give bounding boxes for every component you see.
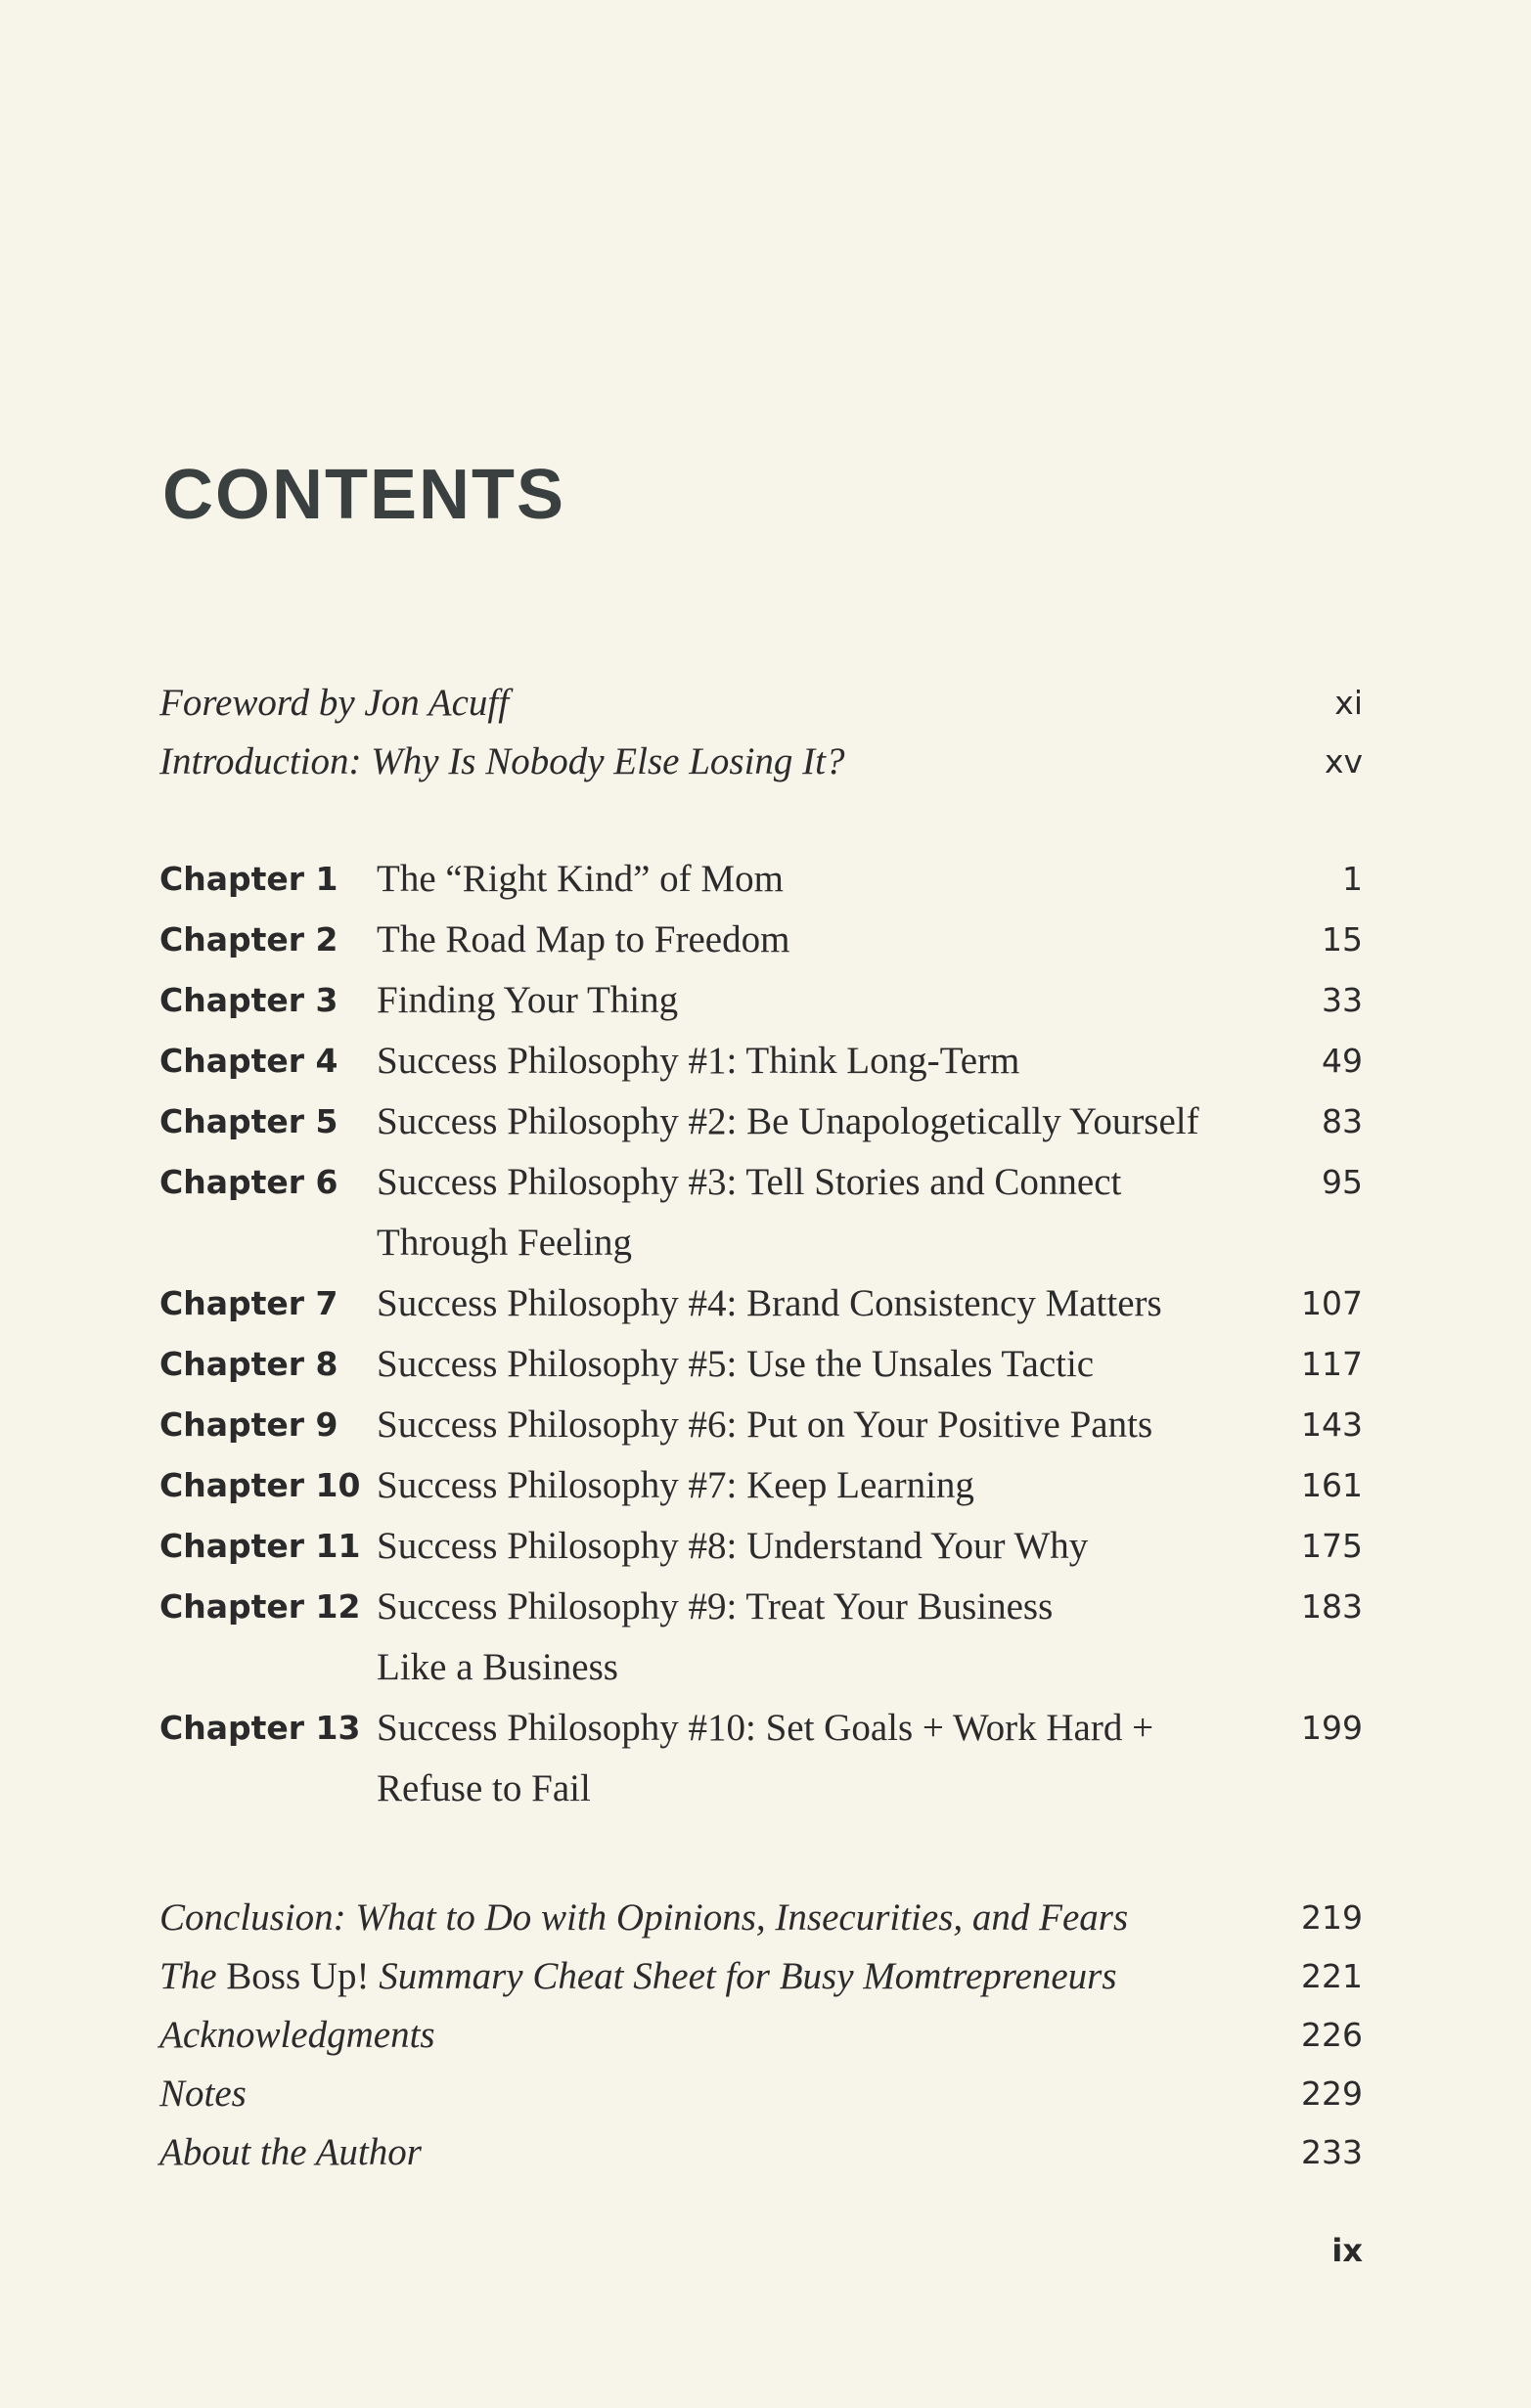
chapter-page: 107 [1301, 1284, 1363, 1322]
toc-entry-chapter-6 [0, 1152, 1531, 1273]
chapter-label: Chapter 7 [159, 1284, 338, 1322]
chapter-title: Success Philosophy #8: Understand Your Why [377, 1525, 1089, 1567]
chapter-page: 117 [1301, 1345, 1363, 1383]
entry-title: About the Author [159, 2131, 422, 2173]
chapter-title-continued: Like a Business [377, 1646, 618, 1688]
chapter-label: Chapter 2 [159, 920, 338, 959]
entry-title: Notes [159, 2073, 247, 2115]
chapter-title-continued: Refuse to Fail [377, 1767, 591, 1809]
toc-entry-chapter-3 [0, 970, 1531, 1031]
entry-title: Introduction: Why Is Nobody Else Losing It? [159, 740, 845, 782]
entry-page: 233 [1301, 2133, 1363, 2171]
chapter-title: Success Philosophy #2: Be Unapologetically Yourself [377, 1100, 1199, 1142]
toc-entry-chapter-4 [0, 1031, 1531, 1092]
chapter-label: Chapter 10 [159, 1466, 361, 1504]
chapter-page: 83 [1322, 1102, 1363, 1140]
chapter-page: 183 [1301, 1587, 1363, 1626]
toc-entry-chapter-1 [0, 849, 1531, 910]
chapter-page: 95 [1322, 1163, 1363, 1201]
chapter-label: Chapter 3 [159, 981, 338, 1019]
entry-title [159, 1946, 1117, 2007]
chapter-title: Success Philosophy #6: Put on Your Positive Pants [377, 1404, 1153, 1446]
toc-entry-chapter-2 [0, 910, 1531, 970]
entry-title: Conclusion: What to Do with Opinions, Insecurities, and Fears [159, 1896, 1129, 1939]
entry-page: xi [1334, 684, 1363, 722]
chapter-label: Chapter 9 [159, 1405, 338, 1444]
toc-entry-conclusion [0, 1888, 1531, 1948]
chapter-title: Success Philosophy #7: Keep Learning [377, 1464, 974, 1506]
chapter-label: Chapter 1 [159, 860, 338, 898]
entry-page: 221 [1301, 1957, 1363, 1995]
chapter-page: 161 [1301, 1466, 1363, 1504]
chapter-page: 199 [1301, 1709, 1363, 1747]
toc-entry-notes [0, 2064, 1531, 2124]
toc-entry-acknowledgments [0, 2005, 1531, 2066]
chapter-label: Chapter 11 [159, 1527, 361, 1565]
toc-entry-foreword [0, 673, 1531, 734]
chapter-title: The “Right Kind” of Mom [377, 858, 784, 900]
toc-entry-chapter-11 [0, 1516, 1531, 1577]
summary-title-book: Boss Up! [216, 1955, 380, 1997]
chapter-label: Chapter 4 [159, 1042, 338, 1080]
chapter-title: Success Philosophy #5: Use the Unsales Tactic [377, 1343, 1095, 1385]
toc-entry-summary [0, 1946, 1531, 2007]
toc-entry-chapter-8 [0, 1334, 1531, 1395]
entry-title: Acknowledgments [159, 2014, 435, 2056]
toc-entry-chapter-7 [0, 1273, 1531, 1334]
toc-entry-introduction [0, 732, 1531, 792]
chapter-page: 15 [1322, 920, 1363, 959]
toc-entry-chapter-10 [0, 1455, 1531, 1516]
entry-page: 229 [1301, 2074, 1363, 2113]
chapter-title-continued: Through Feeling [377, 1222, 633, 1264]
chapter-page: 175 [1301, 1527, 1363, 1565]
toc-entry-chapter-5 [0, 1092, 1531, 1152]
chapter-title: Success Philosophy #3: Tell Stories and Connect [377, 1161, 1122, 1203]
chapter-page: 1 [1342, 860, 1363, 898]
chapter-title: Success Philosophy #9: Treat Your Business [377, 1585, 1054, 1628]
chapter-label: Chapter 6 [159, 1163, 338, 1201]
entry-title: Foreword by Jon Acuff [159, 682, 510, 724]
page-folio: ix [1331, 2232, 1363, 2269]
chapter-page: 143 [1301, 1405, 1363, 1444]
entry-page: 219 [1301, 1898, 1363, 1937]
toc-entry-chapter-13 [0, 1698, 1531, 1819]
chapter-title: Success Philosophy #1: Think Long-Term [377, 1040, 1020, 1082]
chapter-title: Finding Your Thing [377, 979, 679, 1021]
toc-entry-chapter-12 [0, 1577, 1531, 1698]
chapter-title: Success Philosophy #4: Brand Consistency Matters [377, 1282, 1162, 1324]
entry-page: xv [1324, 742, 1363, 780]
chapter-label: Chapter 12 [159, 1587, 361, 1626]
summary-title-post: Summary Cheat Sheet for Busy Momtrepreneurs [379, 1955, 1117, 1997]
chapter-label: Chapter 5 [159, 1102, 338, 1140]
chapter-title: Success Philosophy #10: Set Goals + Work Hard + [377, 1707, 1154, 1749]
chapter-page: 33 [1322, 981, 1363, 1019]
chapter-label: Chapter 8 [159, 1345, 338, 1383]
chapter-title: The Road Map to Freedom [377, 918, 790, 960]
entry-page: 226 [1301, 2016, 1363, 2054]
toc-entry-about-author [0, 2122, 1531, 2183]
summary-title-pre: The [159, 1955, 217, 1997]
contents-heading: CONTENTS [162, 456, 565, 534]
chapter-page: 49 [1322, 1042, 1363, 1080]
toc-entry-chapter-9 [0, 1395, 1531, 1455]
chapter-label: Chapter 13 [159, 1709, 361, 1747]
